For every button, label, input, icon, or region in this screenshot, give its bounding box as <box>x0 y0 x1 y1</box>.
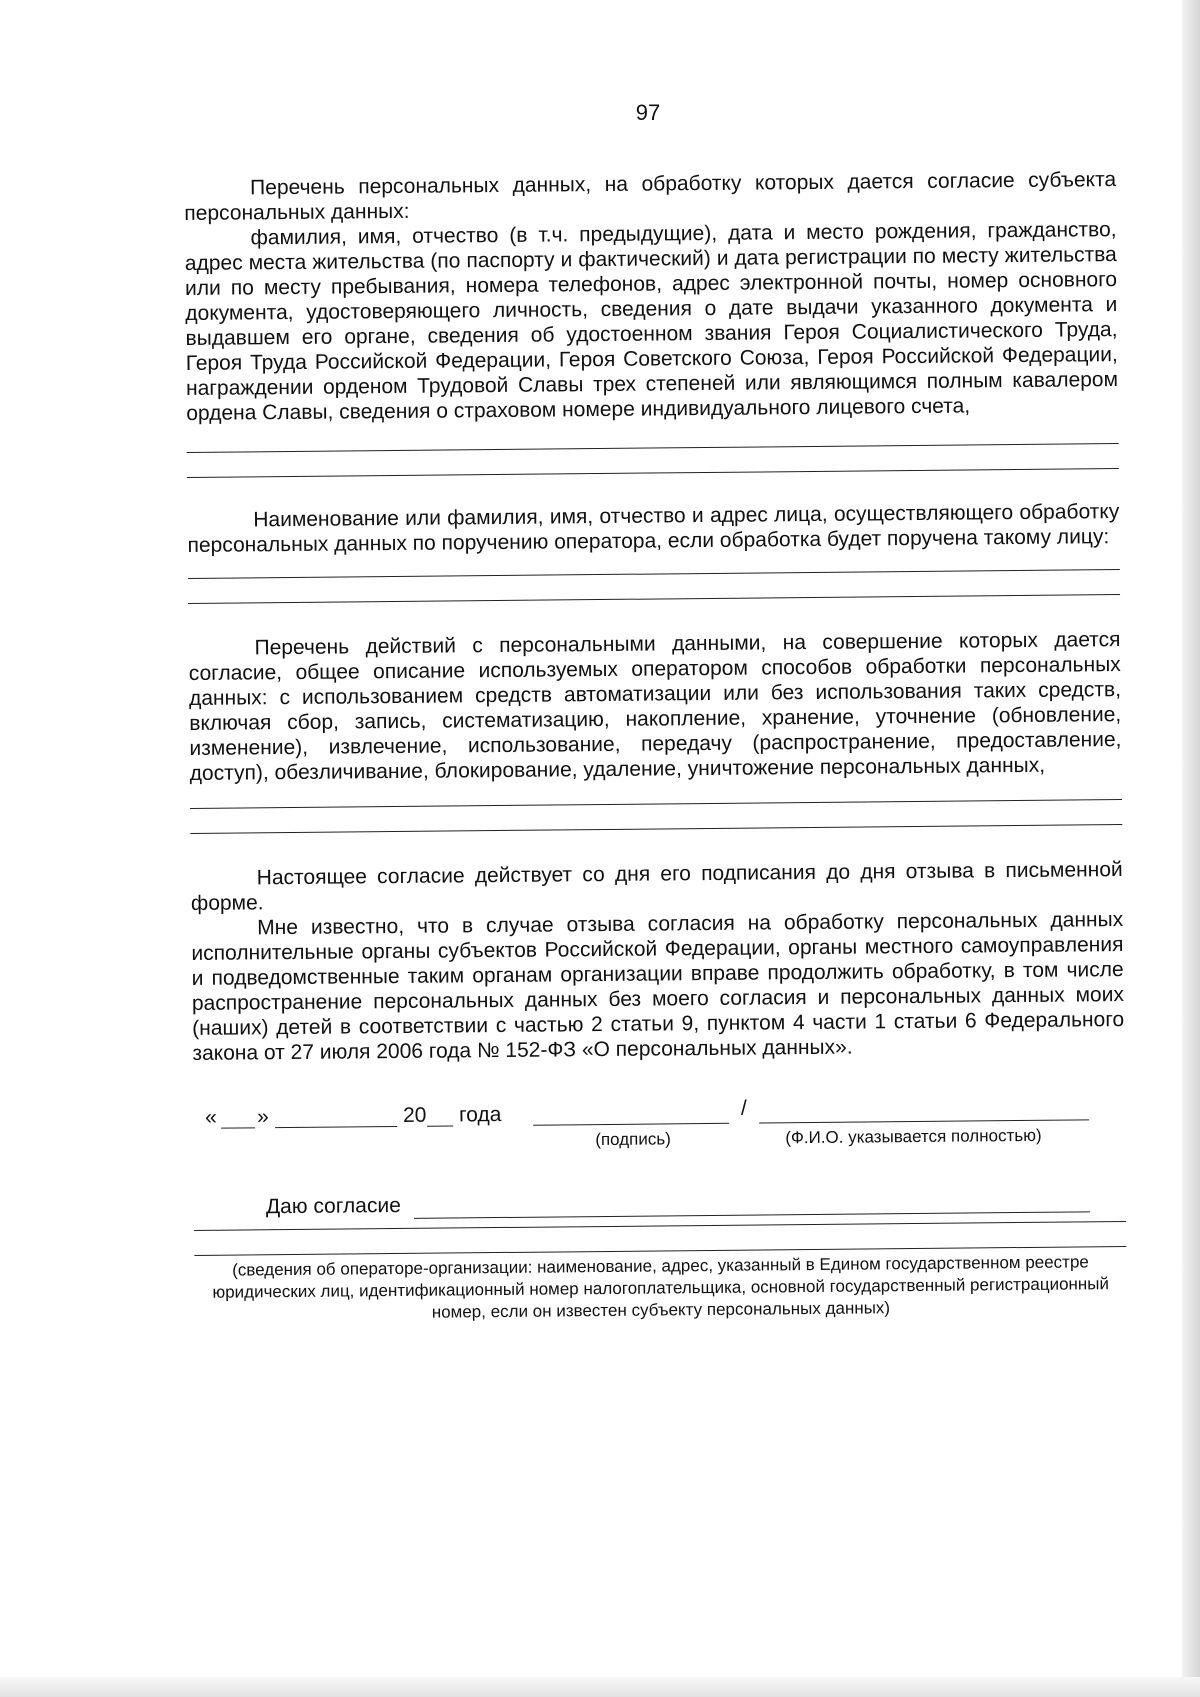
revocation-notice-text: Мне известно, что в случае отзыва согласия на обработку персональных данных исполнительные органы субъектов Российской Федерации, органы местного самоуправления и подведомственные таким органам организации вправе продолжить обработку, в том числе распространение персональных данных без моего согласия и персональных данных моих (наших) детей в соответствии с частью 2 статьи 9, пунктом 4 части 1 статьи 6 Федерального закона от 27 июля 2006 года № 152-ФЗ «О персональных данных». <box>191 908 1125 1065</box>
personal-data-list-heading: Перечень персональных данных, на обработку которых дается согласие субъекта персональных данных: <box>184 168 1117 225</box>
full-name-caption: (Ф.И.О. указывается полностью) <box>785 1125 1042 1148</box>
day-field[interactable] <box>221 1127 255 1128</box>
year-prefix: 20 <box>402 1103 427 1127</box>
signature-caption: (подпись) <box>595 1129 671 1150</box>
scan-edge-right <box>1182 0 1200 1697</box>
full-name-field[interactable] <box>759 1119 1089 1123</box>
consent-operator-field[interactable] <box>414 1211 1090 1218</box>
processing-actions-text: Перечень действий с персональными данными, на совершение которых дается согласие, общее описание используемых оператором способов обработки персональных данных: с использованием средств автоматизации или без использования таких средств, включая сбор, запись, систематизацию, накопление, хранение, уточнение (обновление, изменение), извлечение, использование, передачу (распространение, предоставление, доступ), обезличивание, блокирование, удаление, уничтожение персональных данных, <box>188 628 1122 785</box>
personal-data-list-body: фамилия, имя, отчество (в т.ч. предыдущие), дата и место рождения, гражданство, адрес места жительства (по паспорту и фактический) и дата регистрации по месту жительства или по месту пребывания, номера телефонов, адрес электронной почты, номер основного документа, удостоверяющего личность, сведения о дате выдачи указанного документа и выдавшем его органе, сведения об удостоенном звания Героя Социалистического Труда, Героя Труда Российской Федерации, Героя Советского Союза, Героя Российской Федерации, награждении орденом Трудовой Славы трех степеней или являющимся полным кавалером ордена Славы, сведения о страховом номере индивидуального лицевого счета, <box>184 218 1119 425</box>
date-quote-open: « <box>204 1105 217 1129</box>
year-suffix: года <box>458 1102 502 1127</box>
month-field[interactable] <box>275 1126 397 1128</box>
signature-field[interactable] <box>533 1123 729 1126</box>
validity-text: Настоящее согласие действует со дня его подписания до дня отзыва в письменной форме. <box>190 858 1123 915</box>
processor-info-text: Наименование или фамилия, имя, отчество и адрес лица, осуществляющего обработку персональных данных по поручению оператора, если обработка будет поручена такому лицу: <box>187 500 1120 557</box>
operator-info-footnote: (сведения об операторе-организации: наименование, адрес, указанный в Едином государственном реестре юридических лиц, идентификационный номер налогоплательщика, основной государственный регистрационный номер, если он известен субъекту персональных данных) <box>212 1252 1110 1322</box>
consent-label: Даю согласие <box>265 1193 401 1219</box>
consent-form-body <box>184 167 1127 1326</box>
scan-edge-bottom <box>0 1677 1200 1697</box>
year-field[interactable] <box>427 1125 453 1126</box>
date-signature-row <box>193 1097 1126 1166</box>
signature-slash: / <box>740 1096 747 1120</box>
date-quote-close: » <box>256 1105 269 1129</box>
page-number: 97 <box>635 100 661 125</box>
